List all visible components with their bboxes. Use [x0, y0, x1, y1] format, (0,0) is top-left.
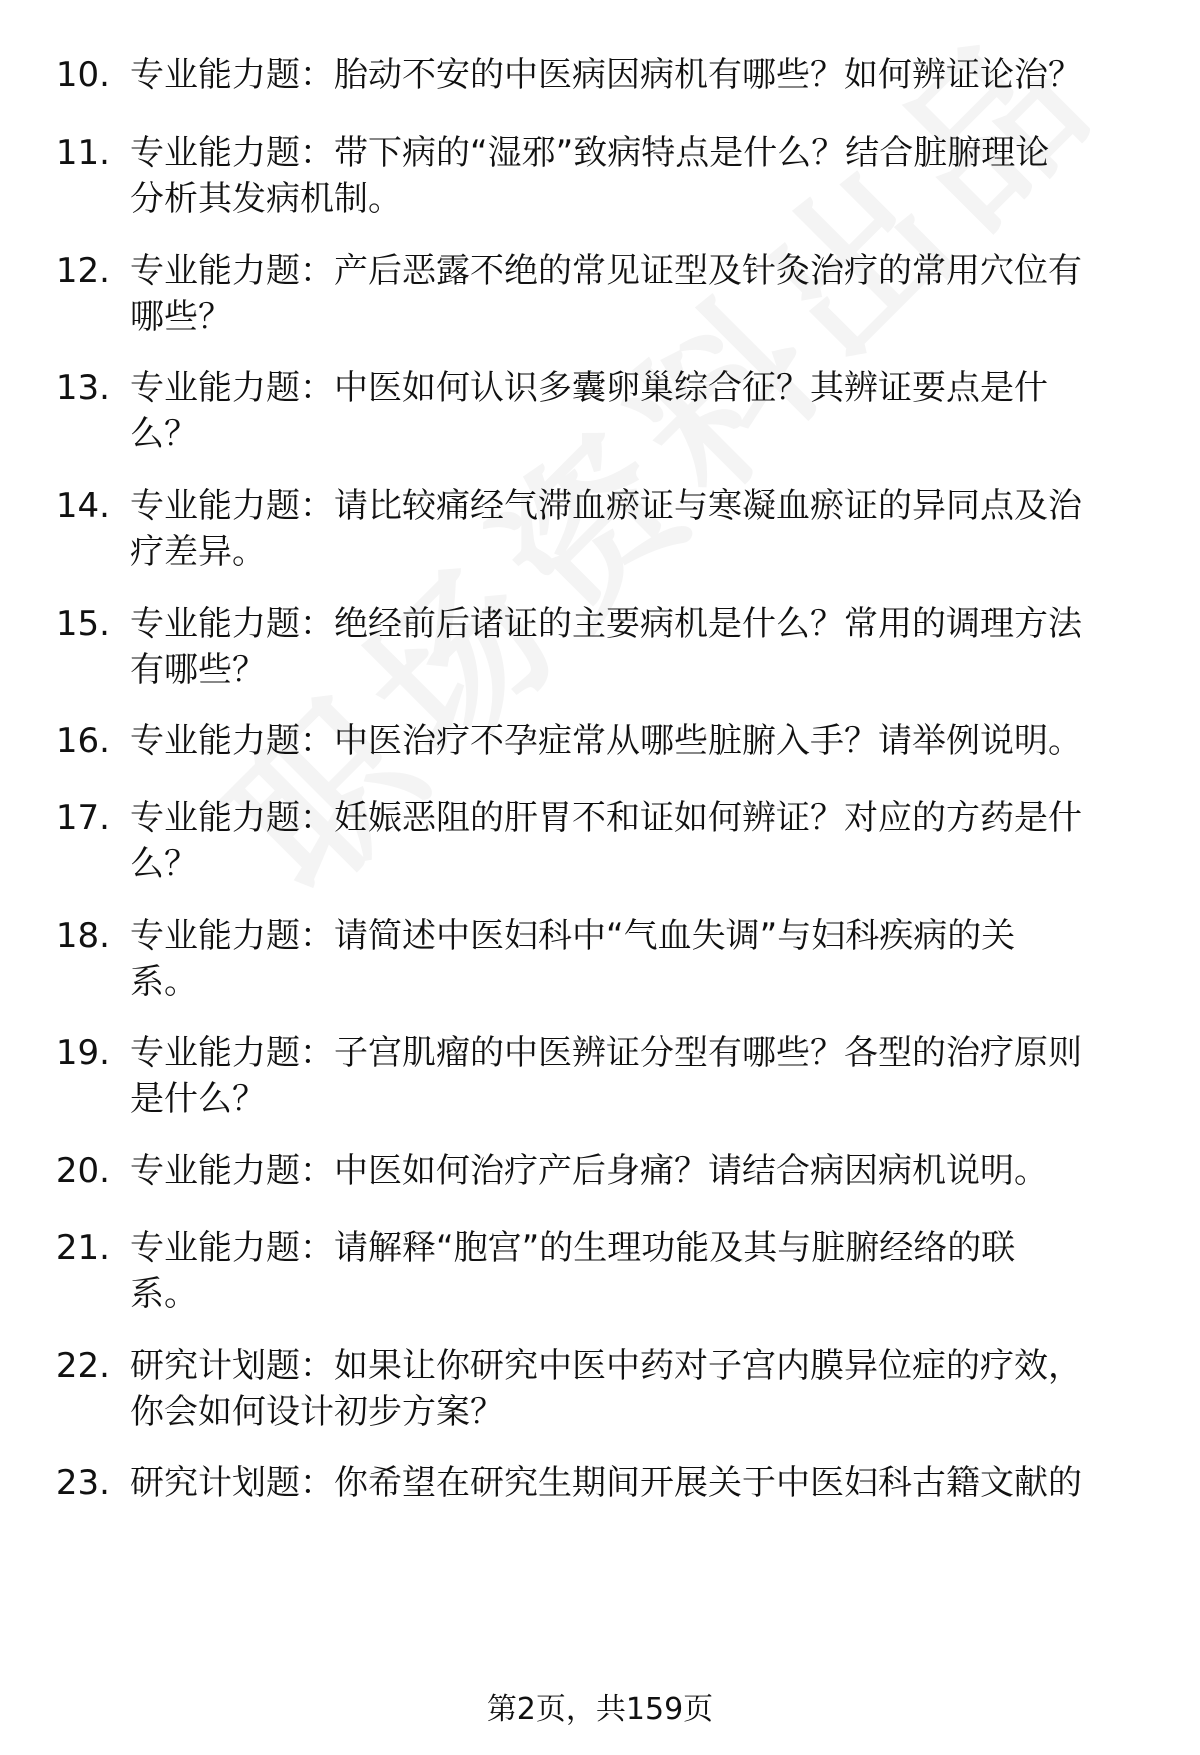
question-text — [130, 601, 1140, 693]
question-line: 么？ — [130, 414, 198, 454]
question-number: 10. — [55, 55, 110, 95]
question-text — [130, 1225, 1140, 1317]
question-number: 14. — [55, 486, 110, 526]
question-line: 专业能力题：请解释“胞宫”的生理功能及其与脏腑经络的联 — [130, 1228, 1016, 1268]
question-line: 你会如何设计初步方案？ — [130, 1392, 504, 1432]
question-text — [130, 52, 1140, 98]
question-number: 18. — [55, 916, 110, 956]
question-text — [130, 365, 1140, 457]
question-text — [130, 913, 1140, 1005]
question-number: 15. — [55, 604, 110, 644]
question-line: 专业能力题：请比较痛经气滞血瘀证与寒凝血瘀证的异同点及治 — [130, 486, 1082, 526]
question-line: 专业能力题：妊娠恶阻的肝胃不和证如何辨证？对应的方药是什 — [130, 798, 1082, 838]
question-line: 专业能力题：子宫肌瘤的中医辨证分型有哪些？各型的治疗原则 — [130, 1033, 1082, 1073]
question-text — [130, 795, 1140, 887]
question-line: 专业能力题：带下病的“湿邪”致病特点是什么？结合脏腑理论 — [130, 133, 1050, 173]
question-line: 是什么？ — [130, 1079, 266, 1119]
question-text — [130, 1460, 1140, 1506]
question-line: 分析其发病机制。 — [130, 179, 402, 219]
question-line: 专业能力题：产后恶露不绝的常见证型及针灸治疗的常用穴位有 — [130, 251, 1082, 291]
question-number: 13. — [55, 368, 110, 408]
question-line: 研究计划题：你希望在研究生期间开展关于中医妇科古籍文献的 — [130, 1463, 1082, 1503]
question-number: 16. — [55, 721, 110, 761]
question-line: 专业能力题：胎动不安的中医病因病机有哪些？如何辨证论治？ — [130, 55, 1082, 95]
question-line: 有哪些？ — [130, 650, 266, 690]
question-line: 专业能力题：请简述中医妇科中“气血失调”与妇科疾病的关 — [130, 916, 1016, 956]
question-line: 哪些？ — [130, 297, 232, 337]
question-number: 23. — [55, 1463, 110, 1503]
question-number: 12. — [55, 251, 110, 291]
question-number: 20. — [55, 1151, 110, 1191]
question-text — [130, 248, 1140, 340]
question-line: 研究计划题：如果让你研究中医中药对子宫内膜异位症的疗效， — [130, 1346, 1082, 1386]
question-text — [130, 1030, 1140, 1122]
question-text — [130, 718, 1140, 764]
page-footer: 第2页，共159页 — [486, 1692, 714, 1727]
question-line: 疗差异。 — [130, 532, 266, 572]
question-number: 11. — [55, 133, 110, 173]
question-number: 21. — [55, 1228, 110, 1268]
question-number: 22. — [55, 1346, 110, 1386]
question-line: 专业能力题：绝经前后诸证的主要病机是什么？常用的调理方法 — [130, 604, 1082, 644]
question-line: 么？ — [130, 844, 198, 884]
question-text — [130, 1148, 1140, 1194]
question-text — [130, 130, 1140, 222]
question-number: 19. — [55, 1033, 110, 1073]
question-line: 专业能力题：中医如何治疗产后身痛？请结合病因病机说明。 — [130, 1151, 1048, 1191]
question-text — [130, 1343, 1140, 1435]
question-line: 专业能力题：中医治疗不孕症常从哪些脏腑入手？请举例说明。 — [130, 721, 1082, 761]
question-line: 专业能力题：中医如何认识多囊卵巢综合征？其辨证要点是什 — [130, 368, 1048, 408]
question-number: 17. — [55, 798, 110, 838]
question-text — [130, 483, 1140, 575]
question-line: 系。 — [130, 962, 198, 1002]
question-line: 系。 — [130, 1274, 198, 1314]
